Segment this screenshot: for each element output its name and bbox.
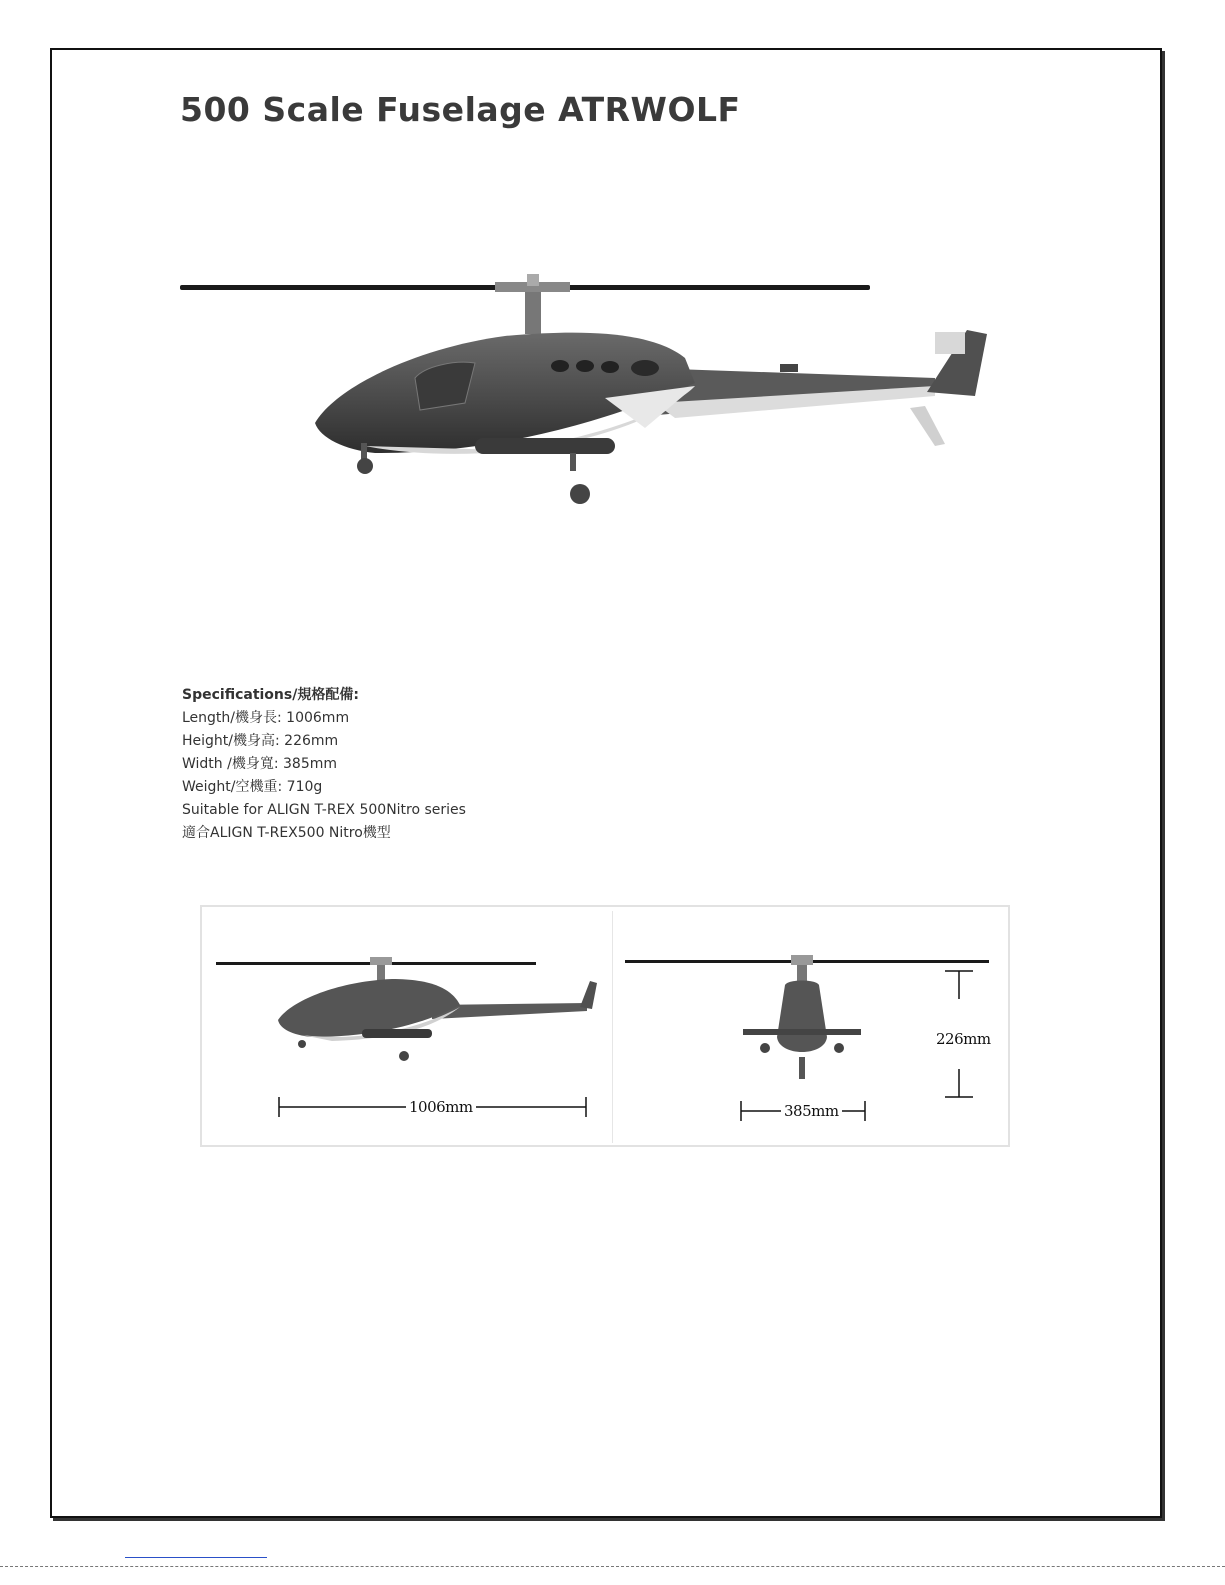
length-dimension-label: 1006mm [406, 1098, 476, 1116]
side-view-panel [202, 907, 612, 1145]
spec-suitable-zh: 適合ALIGN T-REX500 Nitro機型 [182, 825, 391, 841]
width-dimension-label: 385mm [781, 1102, 842, 1120]
footer-link-underline [125, 1557, 267, 1558]
dimension-diagram [200, 905, 1010, 1147]
page-break-line [0, 1566, 1225, 1567]
front-wheel [357, 458, 373, 474]
spec-weight: Weight/空機重: 710g [182, 779, 323, 795]
spec-height: Height/機身高: 226mm [182, 733, 339, 749]
helicopter-side-image [175, 268, 1005, 518]
rear-wheel [570, 484, 590, 504]
height-dimension-label: 226mm [933, 1030, 994, 1048]
specs-heading: Specifications/規格配備: [182, 687, 359, 703]
spec-width: Width /機身寬: 385mm [182, 756, 338, 772]
page-title: 500 Scale Fuselage ATRWOLF [180, 90, 741, 129]
specifications-block [182, 684, 466, 845]
spec-length: Length/機身長: 1006mm [182, 710, 350, 726]
weapon-pod [475, 438, 615, 454]
spec-suitable-en: Suitable for ALIGN T-REX 500Nitro series [182, 802, 466, 818]
front-view-panel [613, 907, 1008, 1145]
rotor-mast [525, 292, 541, 334]
fuselage [315, 333, 695, 453]
